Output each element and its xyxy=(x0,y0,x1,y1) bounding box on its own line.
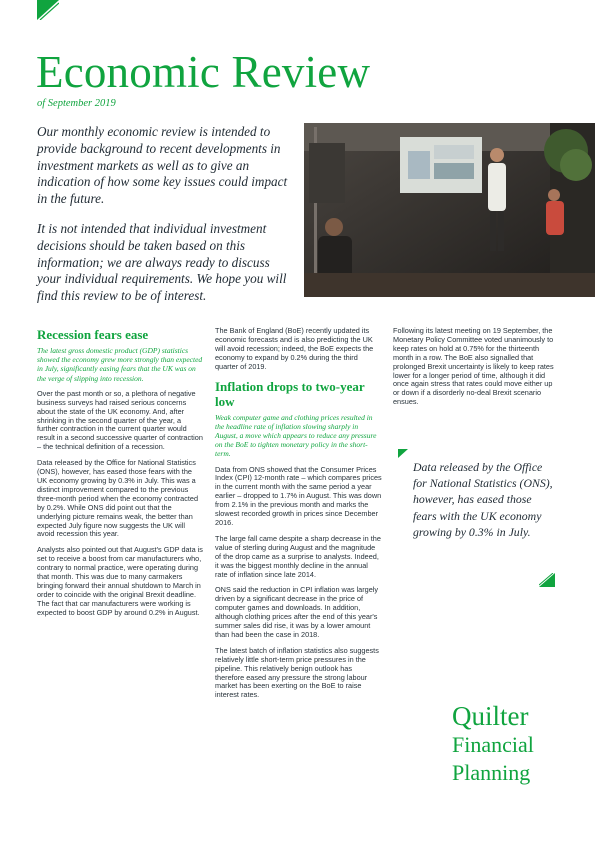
body-paragraph: Over the past month or so, a plethora of negative business surveys had raised serious concerns about the state of the UK economy. And, after shrinking in the second quarter of the year, a further contraction in the current quarter would result in a second successive quarter of contraction – the technical definition of a recession. xyxy=(37,388,203,452)
column-3 xyxy=(393,327,560,414)
intro-paragraph-1: Our monthly economic review is intended to provide background to recent developments in investment markets as well as to give an indication of how some key issues could impact in the future. xyxy=(37,124,288,207)
body-paragraph: The large fall came despite a sharp decrease in the value of sterling during August and the magnitude of the drop came as a surprise to analysts. Indeed, it was the biggest monthly decline in the annual rate of inflation since late 2014. xyxy=(215,533,381,579)
meeting-photo xyxy=(304,123,595,297)
logo-planning: Planning xyxy=(452,760,531,785)
body-paragraph: Data from ONS showed that the Consumer Prices Index (CPI) 12-month rate – which compares prices in the current month with the same period a year earlier – dropped to 1.7% in August. This was down from 2.1% in the previous month and marks the slowest recorded growth in prices since December 2016. xyxy=(215,464,382,527)
body-paragraph: Analysts also pointed out that August's GDP data is set to receive a boost from car manufacturers who, contrary to normal practice, were operating during that month. This was due to many carmakers bringing forward their annual shutdown to March in order to coincide with the original Brexit deadline. The fact that car manufacturers were working is expected to boost GDP by around 0.2% in August. xyxy=(37,545,203,617)
column-1 xyxy=(37,327,204,625)
lead-recession: The latest gross domestic product (GDP) statistics showed the economy grew more strongly than expected in July, significantly easing fears that the UK was on the verge of slipping into recession. xyxy=(37,346,203,383)
body-paragraph: Following its latest meeting on 19 September, the Monetary Policy Committee voted unanimously to keep rates on hold at 0.75% for the thirteenth month in a row. The BoE also signalled that prolonged Brexit uncertainty is likely to keep rates lower for a longer period of time, although it did once again stress that rates could move either up or down if a disorderly no-deal Brexit scenario ensues. xyxy=(393,326,554,407)
logo-quilter: Quilter xyxy=(452,701,529,731)
body-paragraph: Data released by the Office for National Statistics (ONS), however, has eased those fears with the UK economy growing by 0.3% in July. This was a distinct improvement compared to the previous three-month period when the economy contracted by 0.2%. While ONS did point out that the underlying picture remains weak, the better than expected July figure now suggests the UK will avoid recession this year. xyxy=(37,458,199,539)
body-paragraph: ONS said the reduction in CPI inflation was largely driven by a significant decrease in the price of computer games and downloads. In addition, although clothing prices after the end of this year's summer sales did rise, it was by a lower amount than had been the case in 2018. xyxy=(215,585,379,639)
page-title: Economic Review xyxy=(36,47,371,97)
corner-triangle-mark xyxy=(37,0,59,20)
pull-quote: Data released by the Office for National Statistics (ONS), however, has eased those fears with the UK economy growing by 0.3% in July. xyxy=(413,460,553,539)
intro-paragraph-2: It is not intended that individual investment decisions should be taken based on this information; we are always ready to discuss your individual requirements. We hope you will find this review to be of interest. xyxy=(37,221,287,304)
body-paragraph: The latest batch of inflation statistics also suggests relatively little short-term price pressures in the pipeline. This relatively benign outlook has therefore eased any pressure the strong labour market has been exerting on the BoE to raise interest rates. xyxy=(215,645,379,700)
column-2 xyxy=(215,327,382,707)
logo-financial: Financial xyxy=(452,732,534,757)
heading-recession-fears: Recession fears ease xyxy=(37,327,149,342)
body-paragraph: The Bank of England (BoE) recently updated its economic forecasts and is also predicting the UK will avoid recession; indeed, the BoE expects the economy to expand by 0.2% during the third quarter of 2019. xyxy=(215,326,374,371)
quote-triangle-icon xyxy=(539,573,555,587)
heading-inflation: Inflation drops to two-year low xyxy=(215,378,365,409)
quote-triangle-icon xyxy=(398,449,408,458)
lead-inflation: Weak computer game and clothing prices resulted in the headline rate of inflation slowing sharply in August, a move which appears to reduce any pressure on the BoE to tighten monetary policy in the short-term. xyxy=(215,412,377,459)
page-subtitle: of September 2019 xyxy=(37,98,116,109)
